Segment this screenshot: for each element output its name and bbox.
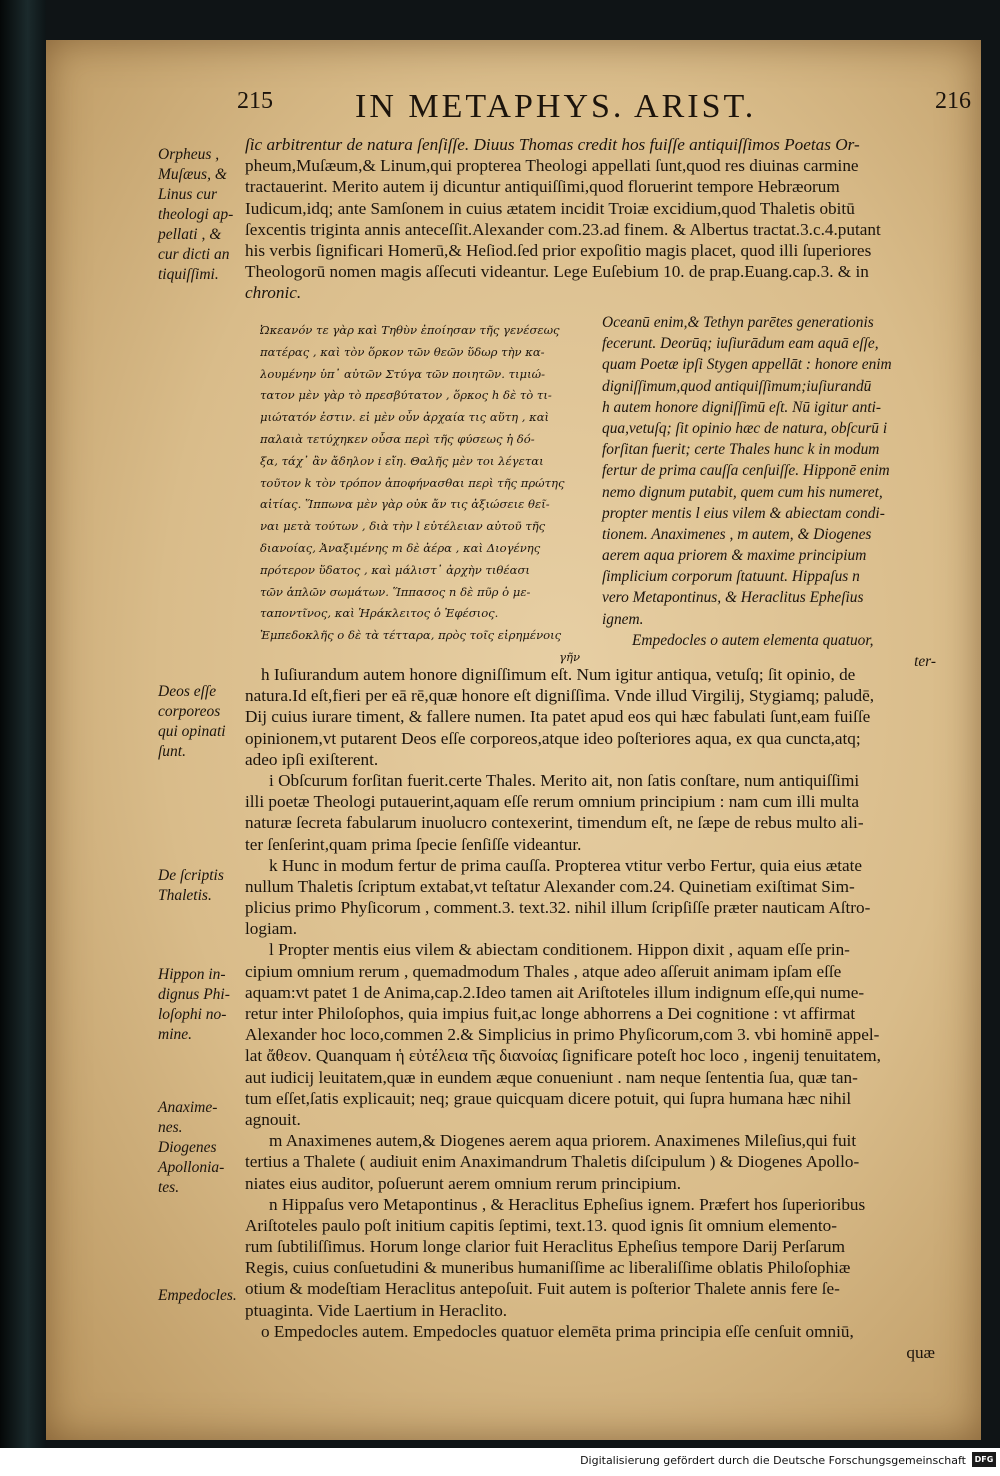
text-line: logiam.: [245, 919, 298, 939]
text-line: nullum Thaletis ſcriptum extabat,vt teſtatur Alexander com.24. Quinetiam exiſtimat Sim-: [245, 876, 855, 896]
margin-line: Hippon in-: [158, 966, 226, 983]
funding-credit: Digitalisierung gefördert durch die Deutsche Forschungsgemeinschaft: [580, 1454, 966, 1467]
margin-line: ſunt.: [158, 743, 186, 760]
text-line: l Propter mentis eius vilem & abiectam conditionem. Hippon dixit , aquam eſſe prin-: [269, 940, 850, 960]
latin-line: ter-: [914, 653, 936, 670]
text-line: ptuaginta. Vide Laertium in Heraclito.: [245, 1300, 508, 1320]
margin-line: qui opinati: [158, 723, 226, 740]
page-number-left: 215: [237, 88, 273, 114]
greek-line: αἰτίας. Ἵππωνα μὲν γὰρ οὐκ ἄν τις ἀξιώσειε θεῖ-: [260, 497, 550, 512]
text-line: lat ἄθεον. Quanquam ἡ εὐτέλεια τῆς διανοίας ſignificare poteſt hoc loco , ingenij tenuitatem,: [245, 1046, 881, 1066]
text-line: n Hippaſus vero Metapontinus , & Heraclitus Epheſius ignem. Præfert hos ſuperioribus: [269, 1194, 866, 1214]
margin-line: pellati , &: [158, 226, 222, 243]
text-line: rum ſubtiliſſimus. Horum longe clarior fuit Heraclitus Epheſius tempore Darij Perſarum: [245, 1237, 845, 1257]
text-line: Ariſtoteles paulo poſt initium capitis ſeptimi, text.13. quod ignis ſit omnium elemento-: [245, 1215, 837, 1235]
margin-line: Anaxime-: [158, 1099, 218, 1116]
greek-line: μιώτατόν ἐστιν. εἰ μὲν οὖν ἀρχαία τις αὕτη , καὶ: [260, 410, 550, 425]
margin-line: tiquiſſimi.: [158, 266, 219, 283]
margin-line: loſophi no-: [158, 1006, 227, 1023]
greek-line: τῶν ἁπλῶν σωμάτων. Ἵππασος n δὲ πῦρ ὁ με-: [260, 584, 531, 599]
greek-line: πρότερον ὕδατος , καὶ μάλιστ᾽ ἀρχὴν τιθέασι: [260, 562, 530, 577]
margin-note-deos: [158, 682, 243, 762]
text-line: retur inter Philoſophos, quia impius fuit,ac longe abhorrens a Dei cognitione : vt affirmat: [245, 1004, 856, 1023]
greek-line: Ὠκεανόν τε γὰρ καὶ Τηθὺν ἐποίησαν τῆς γενέσεως: [260, 323, 560, 337]
top-paragraph: [245, 134, 881, 304]
latin-line: Empedocles o autem elementa quatuor,: [632, 631, 874, 649]
greek-line: παλαιὰ τετύχηκεν οὖσα περὶ τῆς φύσεως ἡ δό-: [260, 431, 535, 446]
margin-note-empedocles: [158, 1286, 243, 1306]
text-line: tum eſſet,ſatis explicauit; neq; graue quicquam dicere potuit, qui ſupra humana hæc nihil: [245, 1088, 852, 1108]
running-head: IN METAPHYS. ARIST.: [355, 88, 757, 125]
text-line: illi poetæ Theologi putauerint,aquam eſſe rerum omnium principium : nam cum illi multa: [245, 792, 860, 812]
latin-translation-column: [602, 312, 942, 672]
margin-line: Deos eſſe: [158, 683, 217, 700]
text-line: tractauerint. Merito autem ij dicuntur antiquiſſimi,quod floruerint tempore Hebræorum: [245, 177, 840, 197]
text-line: ſic arbitrentur de natura ſenſiſſe. Diuus Thomas credit hos fuiſſe antiquiſſimos Poetas Or-: [245, 135, 860, 154]
margin-note-hippon: [158, 965, 243, 1045]
latin-line: nemo dignum putabit, quem cum his numeret,: [602, 483, 883, 501]
greek-line: λουμένην ὑπ᾽ αὐτῶν Στύγα τῶν ποιητῶν. τιμιώ-: [260, 366, 545, 381]
text-line: Iudicum,idq; ante Samſonem in cuius ætatem incidit Troiæ excidium,quod Thaletis obitū: [245, 198, 855, 218]
latin-line: digniſſimum,quod antiquiſſimum;iuſiurandū: [602, 377, 872, 395]
greek-line: διανοίας, Ἀναξιμένης m δὲ ἀέρα , καὶ Διογένης: [260, 540, 541, 555]
greek-line: πατέρας , καὶ τὸν ὅρκον τῶν θεῶν ὕδωρ τὴν κα-: [260, 344, 545, 359]
greek-line: ταποντῖνος, καὶ Ἡράκλειτος ὁ Ἐφέσιος.: [260, 606, 499, 621]
margin-line: tes.: [158, 1179, 180, 1196]
dfg-logo-icon: DFG: [972, 1452, 996, 1467]
margin-line: Diogenes: [158, 1139, 217, 1156]
margin-line: mine.: [158, 1026, 193, 1043]
text-line: h Iuſiurandum autem honore digniſſimum eſt. Num igitur antiqua, vetuſq; ſit opinio, de: [261, 665, 856, 684]
margin-line: cur dicti an: [158, 246, 230, 263]
text-line: m Anaximenes autem,& Diogenes aerem aqua priorem. Anaximenes Mileſius,qui fuit: [269, 1131, 857, 1151]
text-line: natura.Id eſt,fieri per eā rē,quæ honore eſt digniſſima. Vnde illud Virgilij, Stygiamq; paludē,: [245, 686, 875, 706]
latin-line: fertur de prima cauſſa cenſuiſſe. Hipponē enim: [602, 462, 890, 480]
text-line: Theologorū nomen magis aſſecuti videantur. Lege Euſebium 10. de prap.Euang.cap.3. & in: [245, 262, 869, 282]
text-line: pheum,Muſæum,& Linum,qui propterea Theologi appellati ſunt,quod res diuinas carmine: [245, 156, 859, 176]
text-line: naturæ ſecreta fabularum inuolucro contexerint, timendum eſt, ne ſæpe de rebus multo ali-: [245, 813, 864, 833]
text-line: tertius a Thalete ( audiuit enim Anaximandrum Thaletis diſcipulum ) & Diogenes Apollo-: [245, 1152, 860, 1172]
greek-line: Ἐμπεδοκλῆς ο δὲ τὰ τέτταρα, πρὸς τοῖς εἰρημένοις: [260, 628, 562, 643]
greek-line: ξα, τάχ᾽ ἂν ἄδηλον i εἴη. Θαλῆς μὲν τοι λέγεται: [260, 453, 544, 468]
latin-line: ignem.: [602, 610, 644, 628]
text-line: opinionem,vt putarent Deos eſſe corporeos,atque ideo poſteriores aqua, ex qua cuncta,atq;: [245, 728, 861, 748]
latin-line: fecerunt. Deorūq; iuſiurādum eam aquā eſſe,: [602, 335, 879, 353]
greek-line: γῆν: [559, 649, 580, 664]
latin-line: h autem honore digniſſimū eſt. Nū igitur anti-: [602, 398, 882, 416]
latin-line: propter mentis l eius vilem & abiectam condi-: [602, 504, 885, 522]
text-line: Dij cuius iurare timent, & fallere numen. Ita patet apud eos qui hæc fabulati ſunt,eam fuiſſe: [245, 707, 871, 727]
text-line: otium & modeſtiam Heraclitus antepoſuit. Fuit autem is poſterior Thalete annis fere ſe-: [245, 1279, 840, 1299]
margin-line: De ſcriptis: [158, 867, 224, 884]
margin-line: Thaletis.: [158, 887, 212, 904]
margin-line: Empedocles.: [158, 1287, 237, 1304]
latin-line: aerem aqua priorem & maxime principium: [602, 547, 867, 565]
latin-line: qua,vetuſq; ſit opinio hæc de natura, obſcurū i: [602, 419, 888, 437]
text-line: i Obſcurum forſitan fuerit.certe Thales. Merito ait, non ſatis conſtare, num antiquiſſimi: [269, 770, 860, 790]
margin-line: dignus Phi-: [158, 986, 230, 1003]
latin-line: forſitan fuerit; certe Thales hunc k in modum: [602, 441, 880, 459]
text-line: ſexcentis triginta annis anteceſſit.Alexander com.23.ad finem. & Albertus tractat.3.c.4.putant: [245, 219, 881, 239]
text-line: plicius primo Phyſicorum , comment.3. text.32. nihil illum ſcripſiſſe præter nauticam Aſtro-: [245, 898, 871, 918]
text-line: cipium omnium rerum , quemadmodum Thales , atque adeo aſſeruit animam ipſam eſſe: [245, 961, 842, 981]
text-line: Alexander hoc loco,commen 2.& Simplicius in primo Phyſicorum,com 3. vbi hominē appel-: [245, 1025, 880, 1045]
text-line: k Hunc in modum fertur de prima cauſſa. Propterea vtitur verbo Fertur, quia eius ætate: [269, 855, 863, 875]
greek-text-column: [260, 320, 580, 669]
text-line: niates eius auditor, poſuerunt aerem omnium rerum principium.: [245, 1173, 682, 1193]
margin-line: nes.: [158, 1119, 183, 1136]
margin-line: corporeos: [158, 703, 221, 720]
margin-line: Orpheus ,: [158, 146, 220, 163]
text-line: aquam:vt patet 1 de Anima,cap.2.Ideo tamen ait Ariſtoteles illum indignum eſſe,qui nume-: [245, 982, 865, 1002]
greek-line: τατον μὲν γὰρ τὸ πρεσβύτατον , ὅρκος h δὲ τὸ τι-: [260, 388, 552, 403]
text-line: adeo ipſi exiſterent.: [245, 749, 379, 769]
latin-line: quam Poetæ ipſi Stygen appellāt : honore enim: [602, 356, 892, 374]
commentary-block: [245, 664, 935, 1363]
text-line: o Empedocles autem. Empedocles quatuor elemēta prima principia eſſe cenſuit omniū,: [261, 1321, 854, 1341]
text-line: Regis, cuius conſuetudini & muneribus humaniſſime ac liberaliſſime oblatis Philoſophiæ: [245, 1258, 851, 1278]
latin-line: ſimplicium corporum ſtatuunt. Hippaſus n: [602, 568, 860, 586]
text-line: aut iudicij leuitatem,quæ in eundem æque conueniunt . nam neque ſententia ſua, quæ tan-: [245, 1067, 858, 1087]
text-line: his verbis ſignificari Homerū,& Heſiod.ſed prior expoſitio magis placet, quod illi ſuperiores: [245, 240, 872, 260]
latin-line: tionem. Anaximenes , m autem, & Diogenes: [602, 525, 872, 543]
book-spine: [0, 0, 46, 1448]
text-line: agnouit.: [245, 1109, 301, 1129]
text-line: chronic.: [245, 283, 302, 303]
margin-note-anaximenes: [158, 1098, 243, 1198]
latin-line: vero Metapontinus, & Heraclitus Epheſius: [602, 589, 864, 607]
margin-line: Linus cur: [158, 186, 217, 203]
page-number-right: 216: [935, 88, 971, 114]
margin-note-orpheus: [158, 145, 243, 285]
text-line: ter ſenſerint,quam prima ſpecie ſenſiſſe videantur.: [245, 834, 582, 854]
greek-line: τοῦτον k τὸν τρόπον ἀποφήνασθαι περὶ τῆς πρώτης: [260, 475, 565, 490]
margin-line: Apollonia-: [158, 1159, 225, 1176]
margin-line: Muſæus, &: [158, 166, 227, 183]
latin-line: Oceanū enim,& Tethyn parētes generationis: [602, 314, 874, 331]
margin-note-thales: [158, 866, 243, 906]
greek-line: ναι μετὰ τούτων , διὰ τὴν l εὐτέλειαν αὐτοῦ τῆς: [260, 519, 546, 534]
text-line: quæ: [906, 1343, 935, 1362]
margin-line: theologi ap-: [158, 206, 234, 223]
